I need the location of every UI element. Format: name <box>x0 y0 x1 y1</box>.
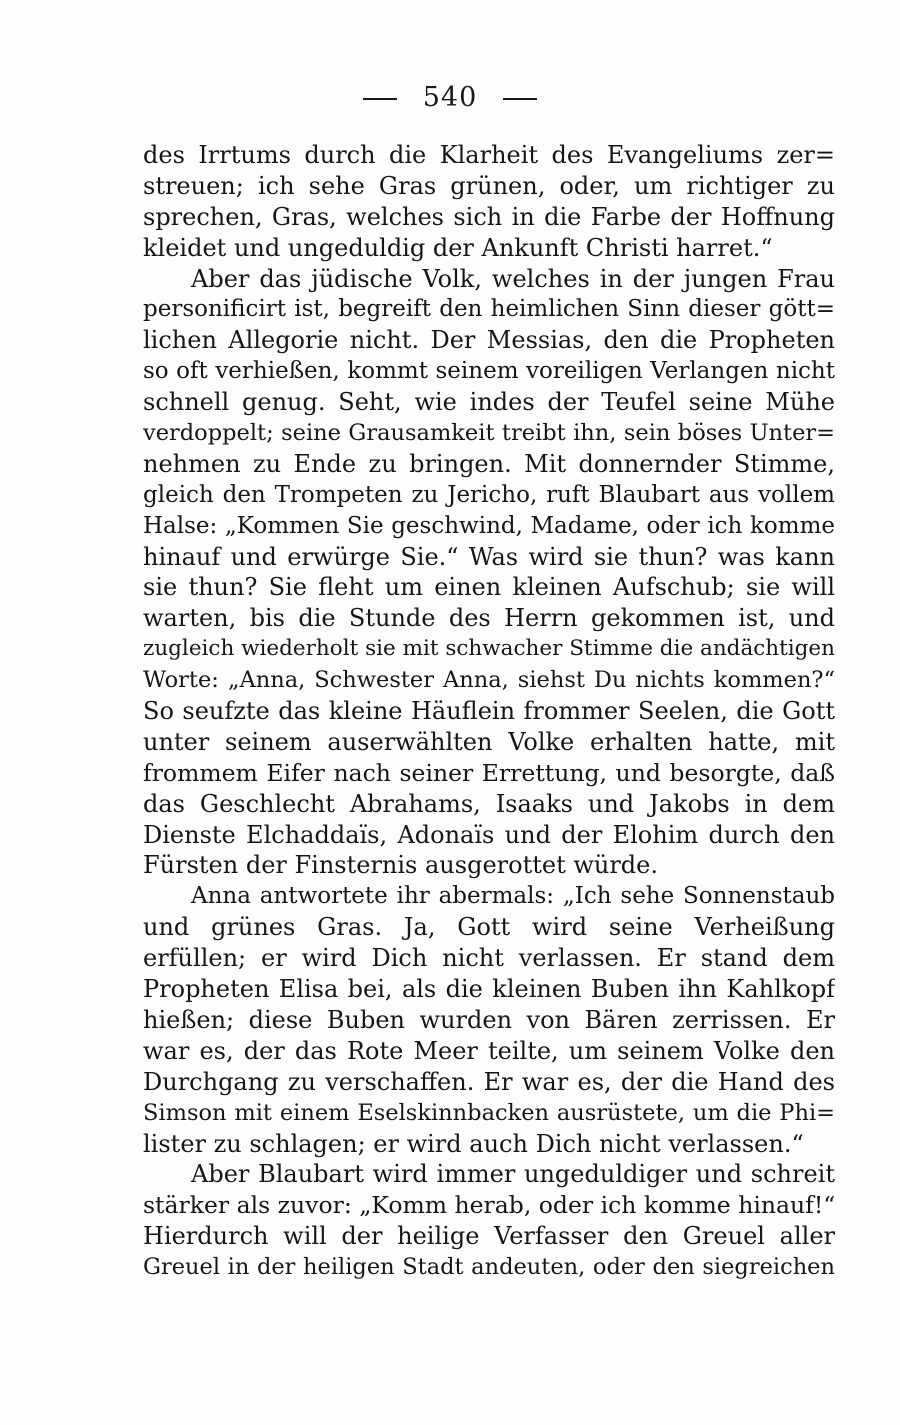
text-line: erfüllen; er wird Dich nicht verlassen. Er stand dem <box>143 944 835 973</box>
text-line: gleich den Trompeten zu Jericho, ruft Blaubart aus vollem <box>143 481 835 508</box>
text-line: das Geschlecht Abrahams, Isaaks und Jakobs in dem <box>143 789 835 818</box>
text-line: Hierdurch will der heilige Verfasser den Greuel aller <box>143 1222 835 1251</box>
text-line: Aber Blaubart wird immer ungeduldiger und schreit <box>191 1160 835 1189</box>
text-line: kleidet und ungeduldig der Ankunft Christi harret.“ <box>143 233 773 262</box>
right-dash <box>503 98 537 100</box>
page-number-header <box>0 82 900 113</box>
text-line: hießen; diese Buben wurden von Bären zerrissen. Er <box>143 1005 835 1034</box>
text-line: lichen Allegorie nicht. Der Messias, den die Propheten <box>143 326 835 355</box>
text-line: personificirt ist, begreift den heimlichen Sinn dieser gött= <box>143 296 835 323</box>
text-line: frommem Eifer nach seiner Errettung, und besorgte, daß <box>143 758 835 787</box>
text-line: Aber das jüdische Volk, welches in der jungen Frau <box>191 264 835 293</box>
text-line: stärker als zuvor: „Komm herab, oder ich komme hinauf!“ <box>143 1191 835 1220</box>
text-line: Fürsten der Finsternis ausgerottet würde. <box>143 851 659 880</box>
text-line: So seufzte das kleine Häuflein frommer Seelen, die Gott <box>143 697 835 726</box>
text-line: Durchgang zu verschaffen. Er war es, der die Hand des <box>143 1067 835 1096</box>
text-line: Worte: „Anna, Schwester Anna, siehst Du nichts kommen?“ <box>143 667 835 694</box>
text-line: sie thun? Sie fleht um einen kleinen Aufschub; sie will <box>143 573 835 602</box>
text-line: unter seinem auserwählten Volke erhalten hatte, mit <box>143 727 835 756</box>
text-line: hinauf und erwürge Sie.“ Was wird sie thun? was kann <box>143 542 835 571</box>
text-line: Greuel in der heiligen Stadt andeuten, oder den siegreichen <box>143 1254 835 1281</box>
text-line: nehmen zu Ende zu bringen. Mit donnernder Stimme, <box>143 449 835 478</box>
left-dash <box>363 98 397 100</box>
text-line: streuen; ich sehe Gras grünen, oder, um richtiger zu <box>143 171 835 200</box>
text-line: zugleich wiederholt sie mit schwacher Stimme die andächtigen <box>143 636 835 662</box>
text-line: war es, der das Rote Meer teilte, um seinem Volke den <box>143 1036 835 1065</box>
text-line: so oft verhießen, kommt seinem voreiligen Verlangen nicht <box>143 358 835 385</box>
text-line: Simson mit einem Eselskinnbacken ausrüstete, um die Phi= <box>143 1099 835 1126</box>
text-line: und grünes Gras. Ja, Gott wird seine Verheißung <box>143 913 835 942</box>
text-line: Dienste Elchaddaïs, Adonaïs und der Elohim durch den <box>143 820 835 849</box>
text-line: verdoppelt; seine Grausamkeit treibt ihn, sein böses Unter= <box>143 420 835 447</box>
text-line: lister zu schlagen; er wird auch Dich nicht verlassen.“ <box>143 1129 804 1158</box>
text-line: Propheten Elisa bei, als die kleinen Buben ihn Kahlkopf <box>143 975 835 1004</box>
text-line: schnell genug. Seht, wie indes der Teufel seine Mühe <box>143 388 835 417</box>
text-line: sprechen, Gras, welches sich in die Farbe der Hoffnung <box>143 202 835 231</box>
body-text <box>143 140 835 1283</box>
text-line: warten, bis die Stunde des Herrn gekommen ist, und <box>143 604 835 633</box>
text-line: Anna antwortete ihr abermals: „Ich sehe Sonnenstaub <box>191 883 835 910</box>
text-line: des Irrtums durch die Klarheit des Evangeliums zer= <box>143 141 835 169</box>
text-line: Halse: „Kommen Sie geschwind, Madame, oder ich komme <box>143 512 835 539</box>
page-number: 540 <box>422 82 478 113</box>
